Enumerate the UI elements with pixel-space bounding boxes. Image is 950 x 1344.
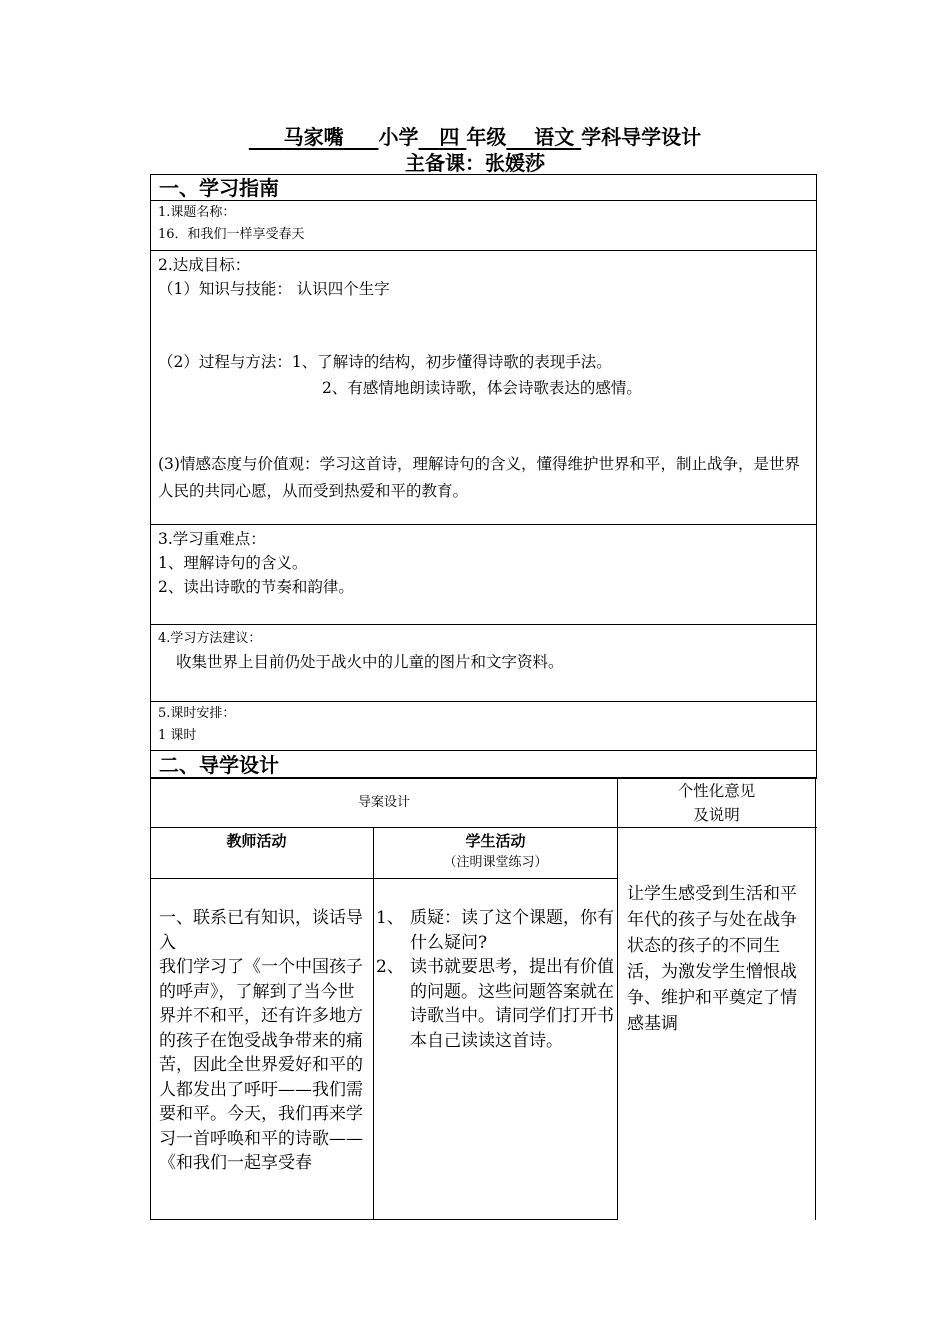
personal-header xyxy=(618,779,815,827)
lead-teacher: 主备课：张媛莎 xyxy=(405,151,545,175)
doc-title: 学科导学设计 xyxy=(581,125,702,149)
student-item-2 xyxy=(376,955,616,1053)
goal-process-1: （2）过程与方法：1、了解诗的结构，初步懂得诗歌的表现手法。 xyxy=(158,353,612,371)
topic-value: 16．和我们一样享受春天 xyxy=(158,227,305,242)
teacher-activity-text: 一、联系已有知识，谈话导入 我们学习了《一个中国孩子的呼声》，了解到了当今世界并不和平，还有许多地方的孩子在饱受战争带来的痛苦，因此全世界爱好和平的人都发出了呼吁——我们需要和平。今天，我们再来学习一首呼唤和平的诗歌——《和我们一起享受春 xyxy=(159,908,363,1173)
plan-header: 导案设计 xyxy=(357,795,410,810)
grade-suffix: 年级 xyxy=(466,125,507,149)
school-suffix: 小学 xyxy=(378,125,419,149)
student-item-1-text: 质疑：读了这个课题，你有什么疑问? xyxy=(410,908,614,953)
schedule-value: 1 课时 xyxy=(158,728,197,743)
teacher-header: 教师活动 xyxy=(226,832,287,850)
goals-label: 2.达成目标： xyxy=(158,256,251,274)
personal-header-line1: 个性化意见 xyxy=(677,782,756,800)
key-item-1: 1、理解诗句的含义。 xyxy=(158,554,308,572)
document-title xyxy=(0,123,950,151)
key-item-2: 2、读出诗歌的节奏和韵律。 xyxy=(158,578,354,596)
schedule-label: 5.课时安排： xyxy=(158,706,236,721)
student-subheader: （注明课堂练习） xyxy=(443,855,548,870)
key-label: 3.学习重难点： xyxy=(158,530,266,548)
student-item-2-num: 2、 xyxy=(376,957,404,977)
topic-block xyxy=(158,202,808,246)
grade: 四 xyxy=(439,125,460,149)
goal-process-2: 2、有感情地朗读诗歌，体会诗歌表达的感情。 xyxy=(322,379,642,397)
student-header xyxy=(374,830,617,874)
method-label: 4.学习方法建议： xyxy=(158,631,262,646)
student-activity xyxy=(376,906,616,1053)
method-block xyxy=(158,628,810,674)
section2-heading: 二、导学设计 xyxy=(159,753,279,777)
subject: 语文 xyxy=(534,125,575,149)
personal-note-text: 让学生感受到生活和平年代的孩子与处在战争状态的孩子的不同生活，为激发学生憎恨战争、维护和平奠定了情感基调 xyxy=(627,884,797,1034)
school-name: 马家嘴 xyxy=(283,125,344,149)
student-item-1-num: 1、 xyxy=(376,908,404,928)
student-header-title: 学生活动 xyxy=(465,832,526,850)
section1-heading: 一、学习指南 xyxy=(159,176,279,200)
method-value: 收集世界上目前仍处于战火中的儿童的图片和文字资料。 xyxy=(176,653,564,671)
goal-emotion: (3)情感态度与价值观：学习这首诗，理解诗句的含义，懂得维护世界和平，制止战争，是世界人民的共同心愿，从而受到热爱和平的教育。 xyxy=(158,455,800,500)
key-points-block xyxy=(158,527,810,599)
goals-block xyxy=(158,253,810,301)
goal-knowledge: （1）知识与技能： 认识四个生字 xyxy=(158,280,390,298)
personal-header-line2: 及说明 xyxy=(693,806,740,824)
topic-label: 1.课题名称： xyxy=(158,205,236,220)
student-item-2-text: 读书就要思考，提出有价值的问题。这些问题答案就在诗歌当中。请同学们打开书本自己读读这首诗。 xyxy=(410,957,614,1051)
student-item-1 xyxy=(376,906,616,955)
schedule-block xyxy=(158,703,810,747)
